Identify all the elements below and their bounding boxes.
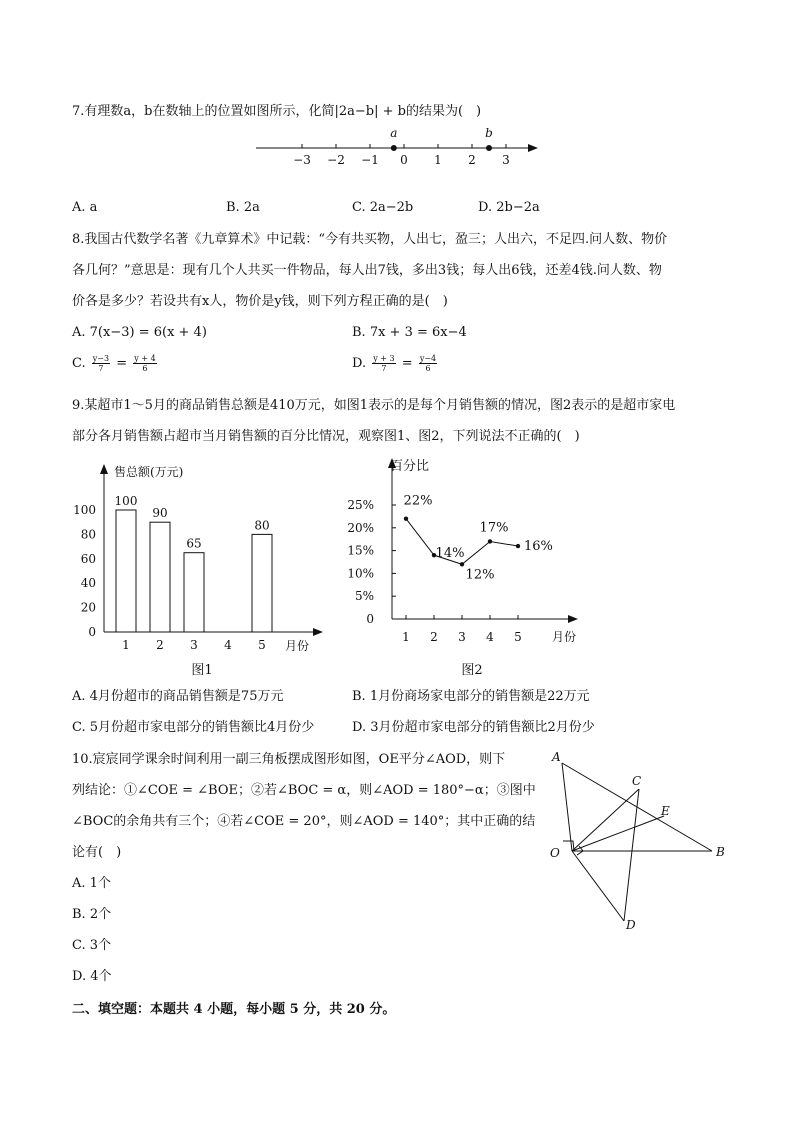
label-b: B xyxy=(716,845,725,859)
chart1-y-tick-label: 0 xyxy=(88,625,96,639)
chart1-y-tick-label: 60 xyxy=(80,551,96,566)
q8-option-d-right-fraction: $\frac{y-4}{6}$ xyxy=(419,354,437,373)
segment-oc xyxy=(572,789,639,851)
q9-option-c[interactable]: C. 5月份超市家电部分的销售额比4月份少 xyxy=(72,720,315,735)
q10-option-c[interactable]: C. 3个 xyxy=(72,938,112,953)
chart2-x-tick-label: 4 xyxy=(486,630,494,644)
section-2-heading: 二、填空题：本题共 4 小题，每小题 5 分，共 20 分。 xyxy=(72,1002,396,1017)
chart2-x-arrow xyxy=(568,615,578,623)
q8-option-c[interactable]: C. $\frac{y-3}{7}$ = $\frac{y + 4}{6}$ xyxy=(72,354,156,373)
q7-option-d[interactable]: D. 2b−2a xyxy=(478,200,540,215)
number-line-tick-label: −1 xyxy=(361,153,379,167)
chart1-y-arrow xyxy=(100,464,108,474)
chart2-point-label: 14% xyxy=(435,546,465,562)
point-b-label: b xyxy=(485,126,493,140)
q7-stem: 7.有理数a，b在数轴上的位置如图所示，化简|2a−b| + b的结果为( ) xyxy=(72,104,482,119)
chart1-ylabel: 售总额(万元) xyxy=(114,465,184,479)
chart1-bar xyxy=(116,510,136,632)
q8-option-c-right-fraction: $\frac{y + 4}{6}$ xyxy=(134,354,156,373)
chart2-point-label: 12% xyxy=(465,567,495,583)
chart2-xlabel: 月份 xyxy=(552,630,577,644)
chart1-bar-label: 90 xyxy=(152,506,168,521)
q8-option-d[interactable]: D. $\frac{y + 3}{7}$ = $\frac{y-4}{6}$ xyxy=(352,354,437,373)
segment-od xyxy=(572,851,624,921)
q8-option-d-prefix: D. xyxy=(352,356,367,371)
segment-ao xyxy=(562,763,572,851)
chart2-point xyxy=(404,516,408,520)
chart1-title: 图1 xyxy=(191,663,213,678)
chart1-bar-label: 65 xyxy=(186,536,202,551)
label-d: D xyxy=(626,918,636,932)
chart2-title: 图2 xyxy=(461,663,483,678)
number-line-arrow xyxy=(528,144,538,152)
q9-option-d[interactable]: D. 3月份超市家电部分的销售额比2月份少 xyxy=(352,720,595,735)
point-a-dot xyxy=(391,145,397,151)
chart2-y-tick-label: 0 xyxy=(366,612,374,626)
triangle-ruler-figure xyxy=(540,745,730,935)
segment-cd xyxy=(624,789,639,921)
chart2-y-tick-label: 15% xyxy=(347,543,374,558)
q9-line-2: 部分各月销售额占超市当月销售额的百分比情况，观察图1、图2，下列说法不正确的( ) xyxy=(72,429,580,444)
chart1-bar xyxy=(184,553,204,632)
chart2-x-tick-label: 1 xyxy=(402,630,410,644)
chart2-y-tick-label: 25% xyxy=(347,498,374,512)
q9-option-b[interactable]: B. 1月份商场家电部分的销售额是22万元 xyxy=(352,689,590,704)
number-line-tick-label: 0 xyxy=(400,153,408,167)
q10-option-d[interactable]: D. 4个 xyxy=(72,969,112,984)
chart1-bar-label: 100 xyxy=(114,494,138,508)
chart2-point xyxy=(488,539,492,543)
chart1-x-arrow xyxy=(313,628,323,636)
chart1-y-tick-label: 80 xyxy=(80,527,96,542)
chart2-point-label: 22% xyxy=(403,493,433,509)
number-line-tick-label: −3 xyxy=(293,153,311,167)
chart2-point-label: 16% xyxy=(524,539,553,555)
q8-option-a[interactable]: A. 7(x−3) = 6(x + 4) xyxy=(72,325,207,340)
chart1-x-tick-label: 3 xyxy=(190,638,198,652)
chart1-bar xyxy=(252,534,272,632)
chart2-point xyxy=(460,562,464,566)
q7-option-c[interactable]: C. 2a−2b xyxy=(352,200,414,215)
number-line-tick-label: 1 xyxy=(434,153,442,167)
number-line-tick-label: −2 xyxy=(327,153,345,167)
chart1-x-tick-label: 1 xyxy=(122,638,130,652)
q10-line-3: ∠BOC的余角共有三个；④若∠COE = 20°，则∠AOD = 140°；其中正确的结 xyxy=(72,814,536,829)
q10-line-1: 10.宸宸同学课余时间利用一副三角板摆成图形如图，OE平分∠AOD，则下 xyxy=(72,752,506,767)
chart1-x-tick-label: 4 xyxy=(224,638,232,652)
q9-line-1: 9.某超市1～5月的商品销售总额是410万元，如图1表示的是每个月销售额的情况，图2表示的是超市家电 xyxy=(72,398,676,413)
chart2-y-tick-label: 5% xyxy=(354,589,374,604)
q8-option-c-prefix: C. xyxy=(72,356,86,371)
number-line-tick-label: 2 xyxy=(468,153,476,167)
chart1-y-tick-label: 40 xyxy=(80,576,96,591)
q8-option-c-left-fraction: $\frac{y-3}{7}$ xyxy=(92,354,110,373)
line-chart-figure-2 xyxy=(340,452,600,682)
chart1-y-tick-label: 20 xyxy=(80,600,96,615)
chart2-x-tick-label: 5 xyxy=(514,630,522,644)
chart1-xlabel: 月份 xyxy=(285,639,310,653)
bar-chart-figure-1 xyxy=(60,452,330,682)
chart2-y-tick-label: 20% xyxy=(347,520,374,535)
q10-line-2: 列结论：①∠COE = ∠BOE；②若∠BOC = α，则∠AOD = 180°−α；③图中 xyxy=(72,783,536,798)
chart2-point-label: 17% xyxy=(479,520,509,536)
chart1-y-tick-label: 100 xyxy=(73,503,96,517)
chart2-ylabel: 百分比 xyxy=(390,459,430,474)
right-angle-mark xyxy=(563,841,574,851)
q9-option-a[interactable]: A. 4月份超市的商品销售额是75万元 xyxy=(72,689,284,704)
q8-option-d-left-fraction: $\frac{y + 3}{7}$ xyxy=(373,354,395,373)
label-c: C xyxy=(632,774,642,788)
label-a: A xyxy=(552,750,561,764)
label-e: E xyxy=(661,804,670,818)
chart1-bar-label: 80 xyxy=(254,518,270,533)
q10-line-4: 论有( ) xyxy=(72,845,122,860)
point-a-label: a xyxy=(390,126,398,140)
q7-option-b[interactable]: B. 2a xyxy=(226,200,260,215)
point-b-dot xyxy=(486,145,492,151)
number-line xyxy=(250,122,550,170)
chart2-point xyxy=(516,544,520,548)
q7-option-a[interactable]: A. a xyxy=(72,200,98,215)
number-line-tick-label: 3 xyxy=(502,153,510,167)
q10-option-a[interactable]: A. 1个 xyxy=(72,876,111,891)
chart2-y-tick-label: 10% xyxy=(347,566,374,581)
q8-line-2: 各几何？”意思是：现有几个人共买一件物品，每人出7钱，多出3钱；每人出6钱，还差4钱.问人数、物 xyxy=(72,263,662,278)
chart2-x-tick-label: 2 xyxy=(430,630,438,644)
q10-option-b[interactable]: B. 2个 xyxy=(72,907,112,922)
q8-line-1: 8.我国古代数学名著《九章算术》中记载：“今有共买物，人出七，盈三；人出六，不足四.问人数、物价 xyxy=(72,232,668,247)
chart1-x-tick-label: 2 xyxy=(156,638,164,652)
segment-oe xyxy=(572,816,664,851)
chart2-x-tick-label: 3 xyxy=(458,630,466,644)
label-o: O xyxy=(550,846,560,860)
q8-option-b[interactable]: B. 7x + 3 = 6x−4 xyxy=(352,325,467,340)
chart1-x-tick-label: 5 xyxy=(258,638,266,652)
q8-line-3: 价各是多少？若设共有x人，物价是y钱，则下列方程正确的是( ) xyxy=(72,294,448,309)
chart1-bar xyxy=(150,522,170,632)
